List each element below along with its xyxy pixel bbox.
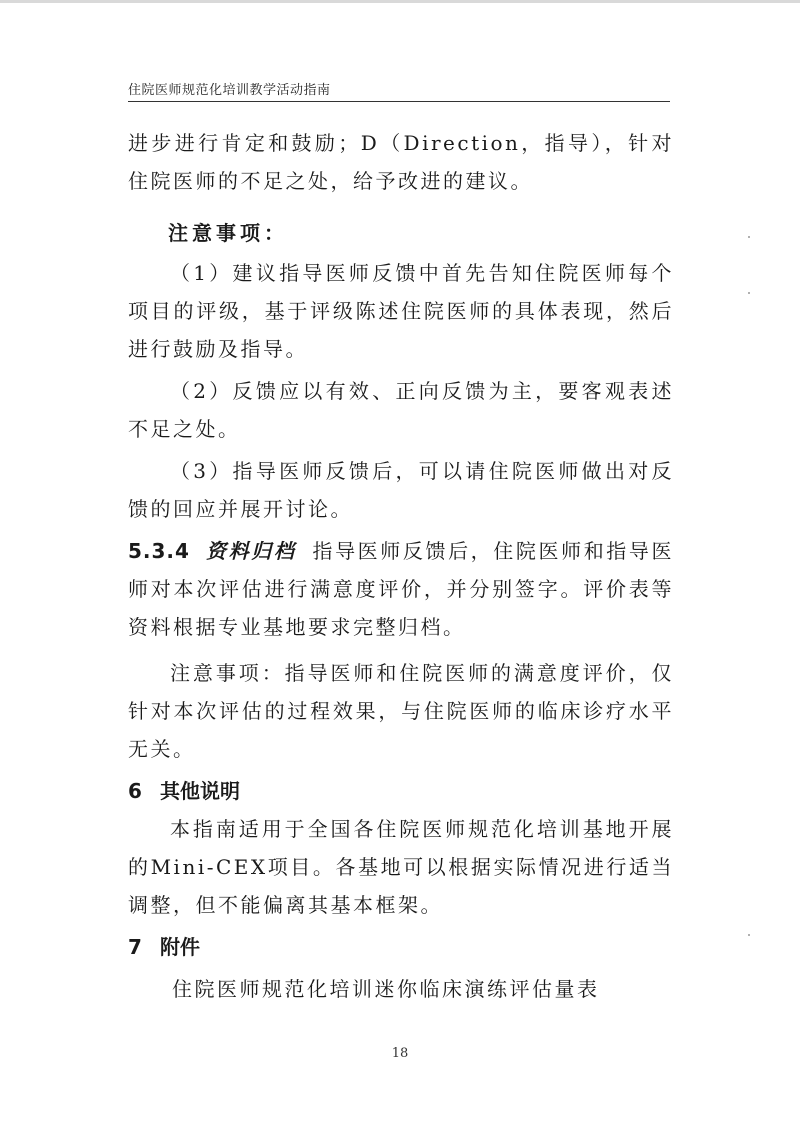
section-5-3-4-number: 5.3.4 <box>128 539 190 563</box>
note-item-2: （2）反馈应以有效、正向反馈为主，要客观表述不足之处。 <box>128 379 674 441</box>
section-6-number: 6 <box>128 779 142 803</box>
section-6-title: 其他说明 <box>160 779 240 803</box>
section-5-3-4 <box>128 532 674 646</box>
note-item-1: （1）建议指导医师反馈中首先告知住院医师每个项目的评级，基于评级陈述住院医师的具体表现，然后进行鼓励及指导。 <box>128 261 674 361</box>
intro-paragraph: 进步进行肯定和鼓励；D（Direction，指导），针对住院医师的不足之处，给予改进的建议。 <box>128 131 674 193</box>
section-5-3-4-note: 注意事项：指导医师和住院医师的满意度评价，仅针对本次评估的过程效果，与住院医师的临床诊疗水平无关。 <box>128 661 674 761</box>
section-7-number: 7 <box>128 935 142 959</box>
note-item-3: （3）指导医师反馈后，可以请住院医师做出对反馈的回应并展开讨论。 <box>128 459 674 521</box>
page-number: 18 <box>391 1046 409 1061</box>
scan-edge <box>0 0 800 3</box>
section-5-3-4-title: 资料归档 <box>205 539 297 563</box>
scan-speck <box>748 934 750 936</box>
notes-heading: 注意事项： <box>168 221 288 245</box>
section-6-heading <box>128 772 674 810</box>
attachment-item: 住院医师规范化培训迷你临床演练评估量表 <box>172 977 600 1001</box>
section-7-heading <box>128 928 674 966</box>
running-header: 住院医师规范化培训教学活动指南 <box>128 79 670 102</box>
section-5-3-4-text: 指导医师反馈后，住院医师和指导医师对本次评估进行满意度评价，并分别签字。评价表等资料根据专业基地要求完整归档。 <box>128 539 675 639</box>
page-body <box>128 124 674 1008</box>
scan-speck <box>748 236 750 238</box>
section-6-text: 本指南适用于全国各住院医师规范化培训基地开展的Mini-CEX项目。各基地可以根据实际情况进行适当调整，但不能偏离其基本框架。 <box>128 817 674 917</box>
scan-speck <box>748 292 750 294</box>
section-7-title: 附件 <box>160 935 200 959</box>
